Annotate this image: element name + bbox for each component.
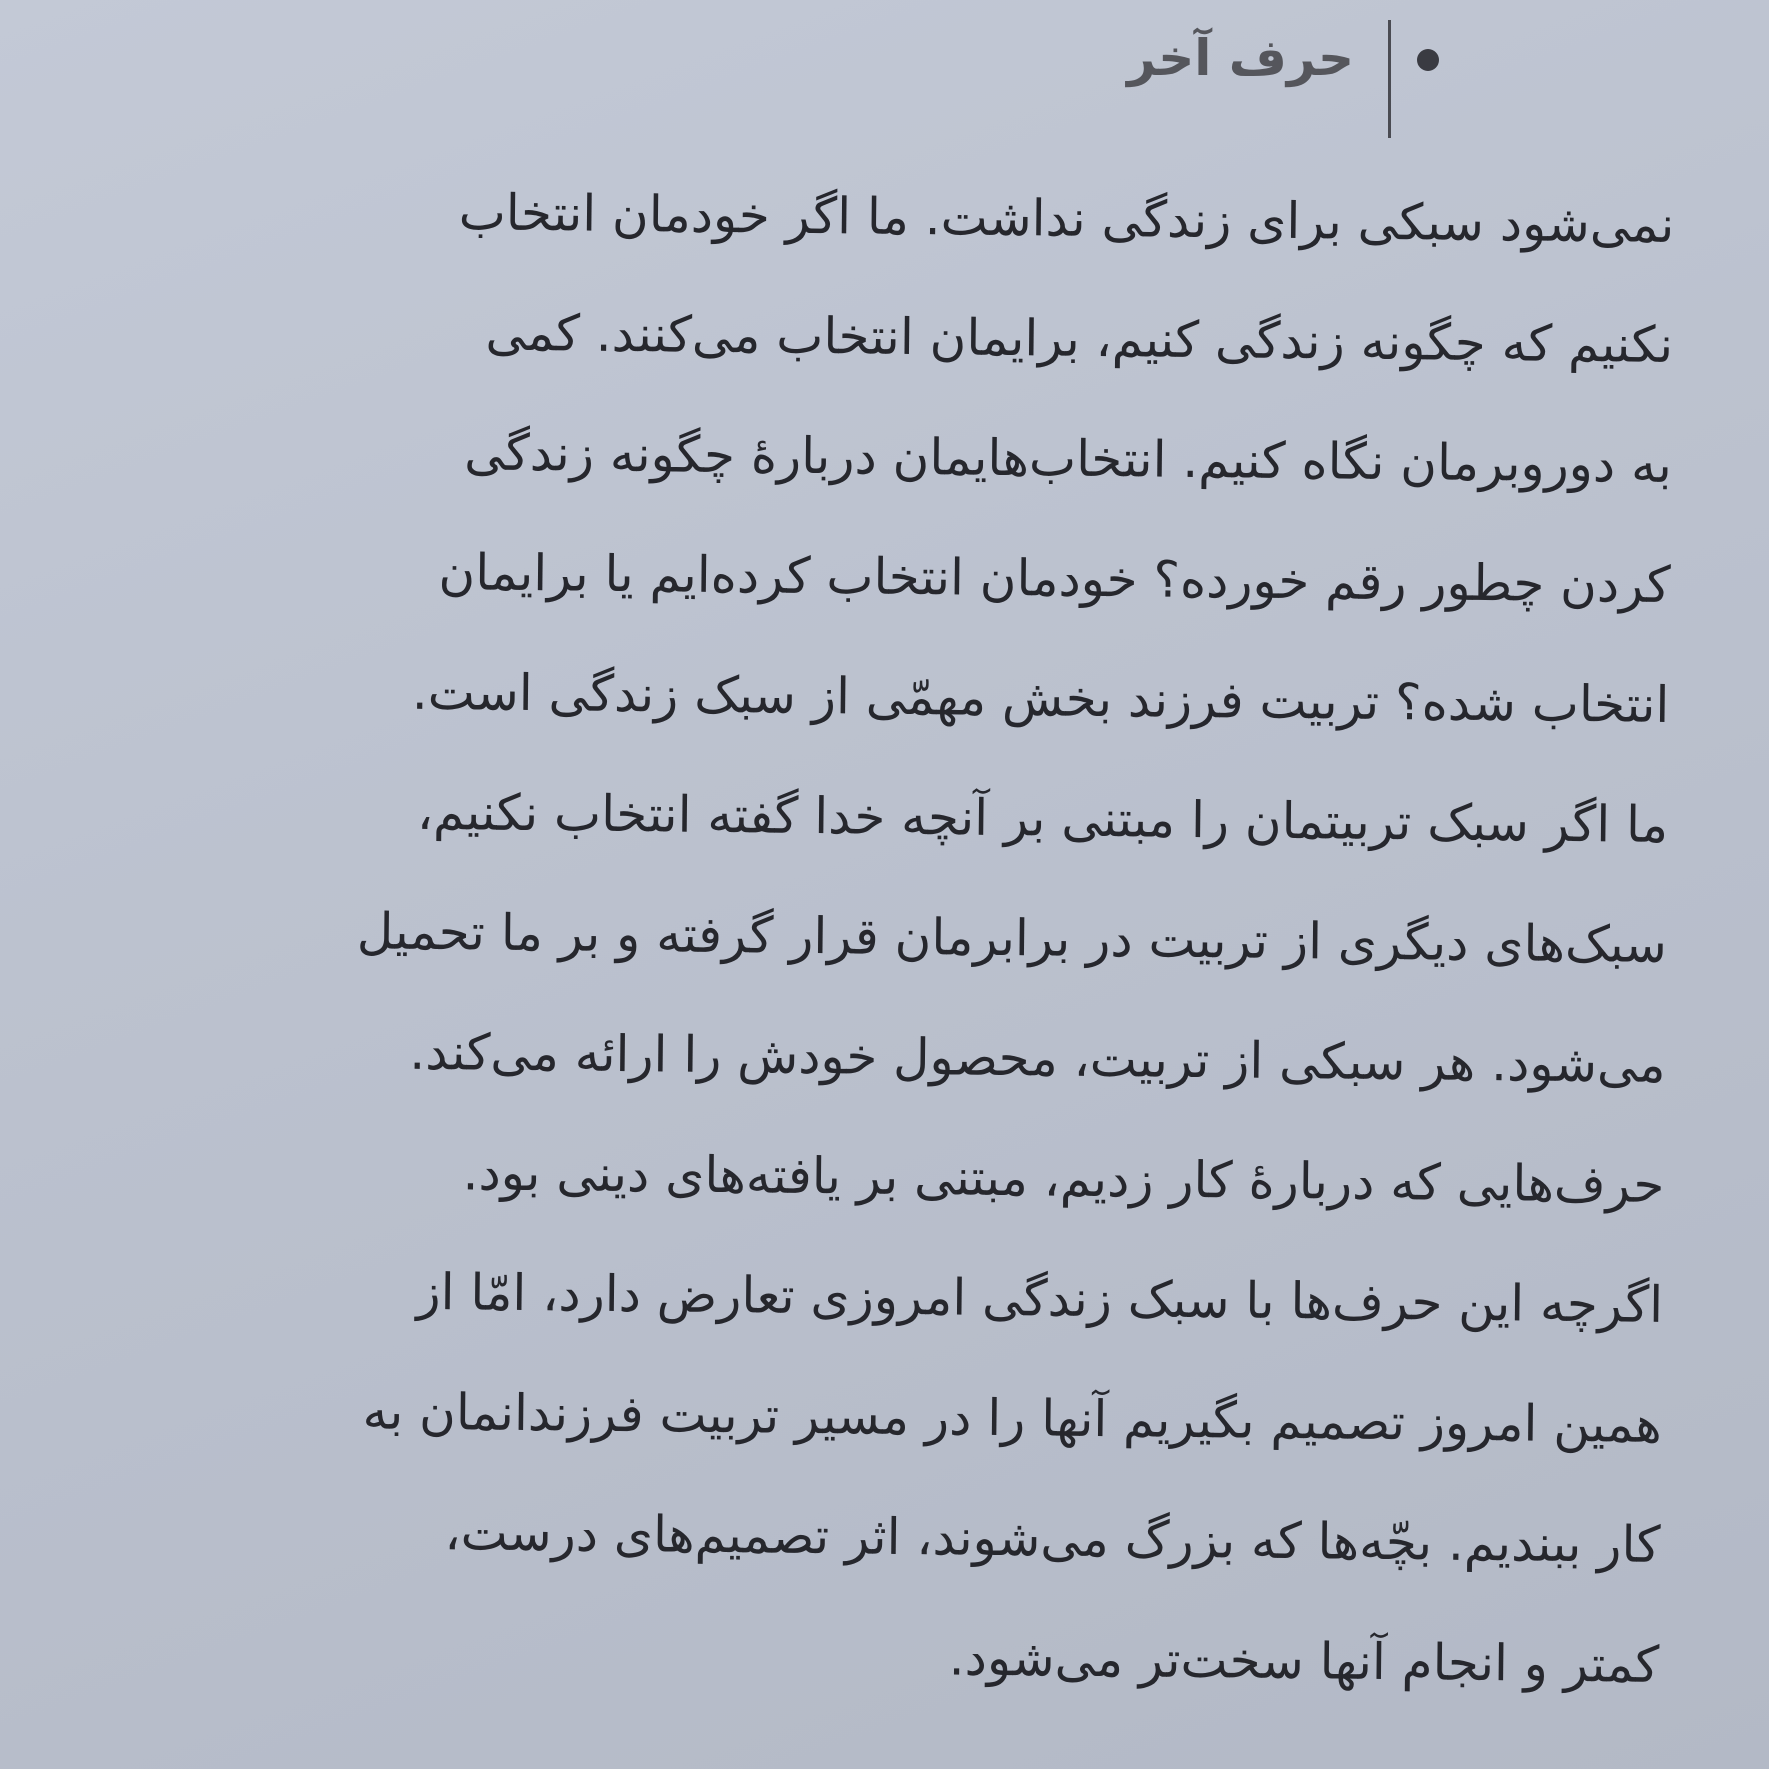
text-line: کار ببندیم. بچّه‌ها که بزرگ می‌شوند، اثر تصمیم‌های درست، xyxy=(444,1503,1661,1574)
text-line: همین امروز تصمیم بگیریم آنها را در مسیر تربیت فرزندانمان به xyxy=(362,1382,1663,1454)
running-header xyxy=(1127,20,1439,138)
header-divider xyxy=(1388,20,1391,138)
text-line: به دوروبرمان نگاه کنیم. انتخاب‌هایمان دربارۀ چگونه زندگی xyxy=(463,423,1673,494)
text-line: می‌شود. هر سبکی از تربیت، محصول خودش را ارائه می‌کند. xyxy=(409,1022,1666,1094)
text-line: اگرچه این حرف‌ها با سبک زندگی امروزی تعارض دارد، امّا از xyxy=(416,1262,1664,1334)
text-line: کردن چطور رقم خورده؟ خودمان انتخاب کرده‌ایم یا برایمان xyxy=(438,543,1671,614)
text-line: نکنیم که چگونه زندگی کنیم، برایمان انتخاب می‌کنند. کمی xyxy=(485,303,1674,374)
text-line: ما اگر سبک تربیتمان را مبتنی بر آنچه خدا گفته انتخاب نکنیم، xyxy=(416,782,1669,854)
text-line: نمی‌شود سبکی برای زندگی نداشت. ما اگر خودمان انتخاب xyxy=(458,183,1675,254)
chapter-title: حرف آخر xyxy=(1127,29,1354,87)
body-paragraph xyxy=(104,149,1675,1725)
text-line: انتخاب شده؟ تربیت فرزند بخش مهمّی از سبک زندگی است. xyxy=(411,662,1670,734)
text-line: سبک‌های دیگری از تربیت در برابرمان قرار گرفته و بر ما تحمیل xyxy=(356,902,1668,974)
text-line: حرف‌هایی که دربارۀ کار زدیم، مبتنی بر یافته‌های دینی بود. xyxy=(462,1143,1665,1214)
text-line: کمتر و انجام آنها سخت‌تر می‌شود. xyxy=(948,1628,1660,1694)
bullet-icon xyxy=(1417,49,1439,71)
